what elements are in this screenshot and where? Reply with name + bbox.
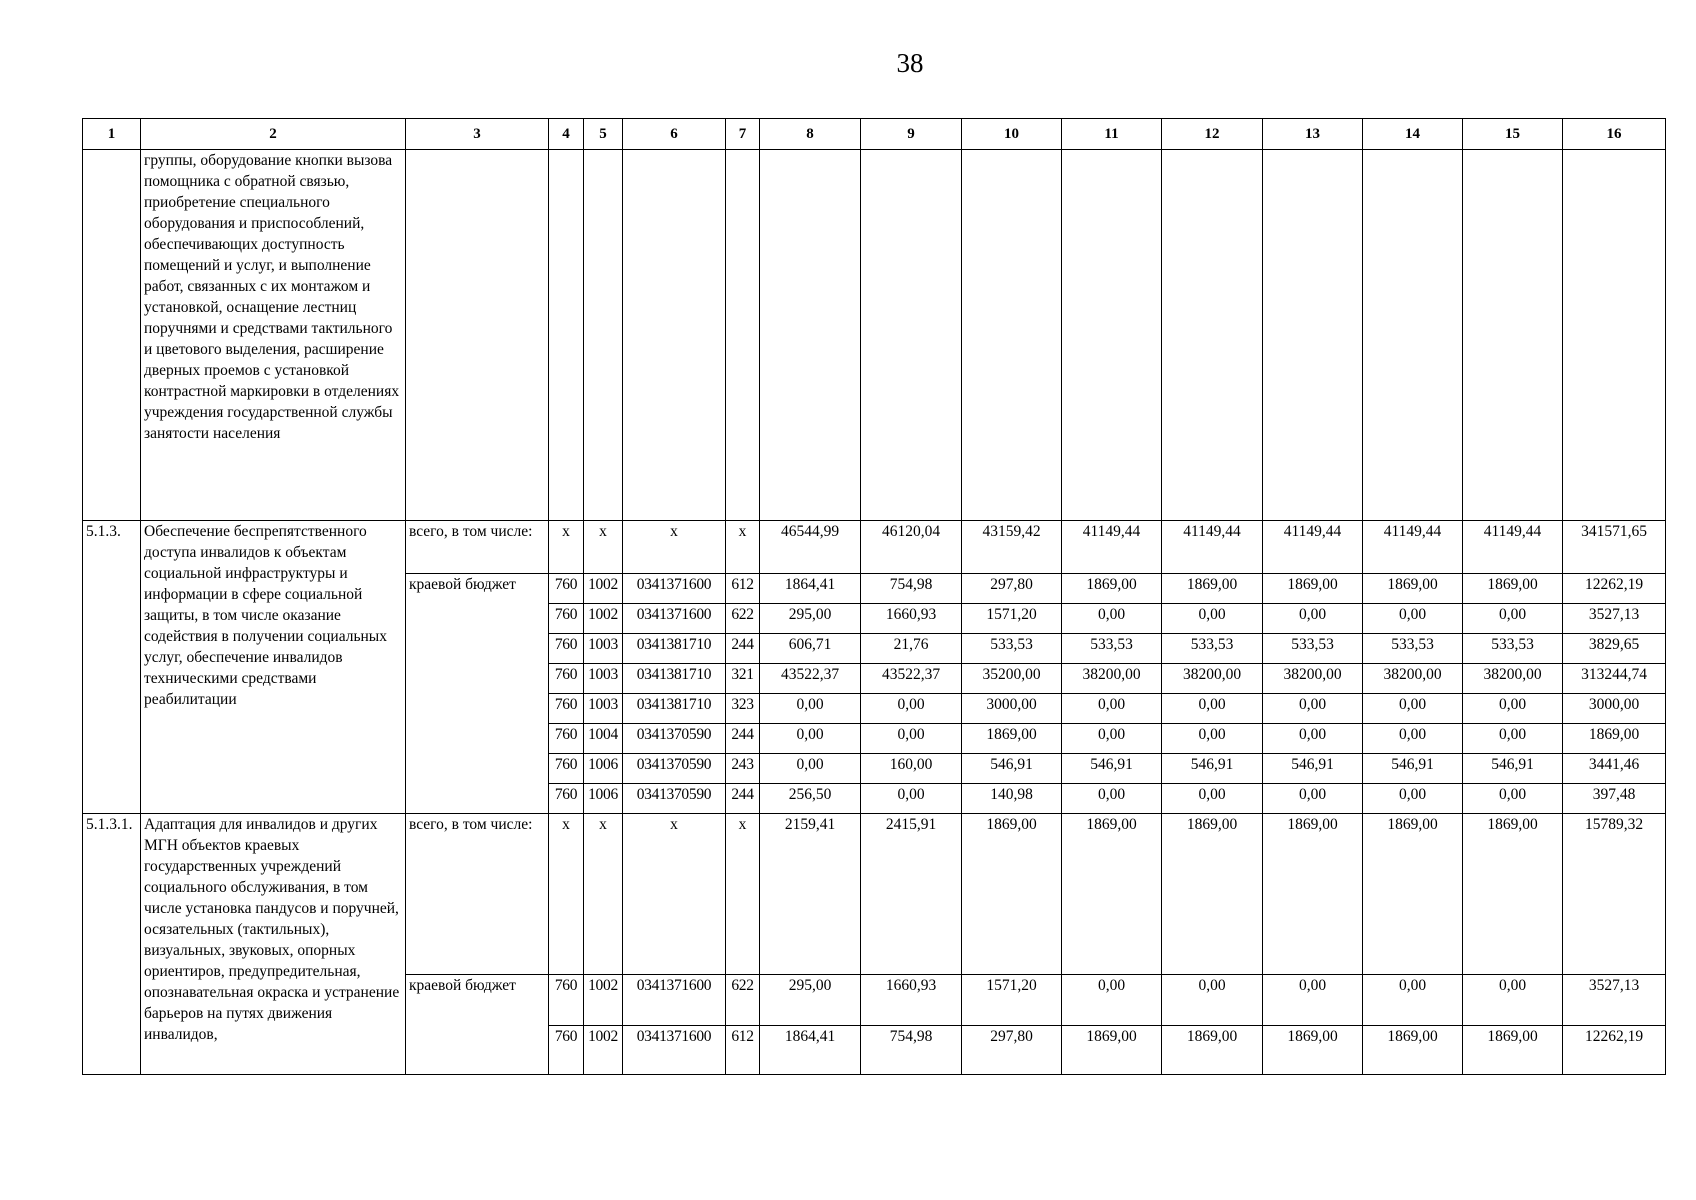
value-cell: 1869,00 (1463, 574, 1563, 604)
value-cell: 21,76 (861, 634, 962, 664)
section-index: 5.1.3.1. (83, 814, 141, 1075)
column-header: 10 (962, 119, 1062, 150)
page-number: 38 (896, 48, 924, 78)
value-cell: 546,91 (1162, 754, 1263, 784)
target-code: 0341370590 (623, 784, 726, 814)
value-cell: 533,53 (962, 634, 1062, 664)
value-cell: 1869,00 (1162, 1026, 1263, 1075)
value-cell: 0,00 (1162, 604, 1263, 634)
value-cell: 1869,00 (1363, 574, 1463, 604)
value-cell: 546,91 (1062, 754, 1162, 784)
value-cell: 1869,00 (1263, 814, 1363, 975)
target-code: 0341381710 (623, 694, 726, 724)
value-cell: 0,00 (1463, 724, 1563, 754)
value-cell: 140,98 (962, 784, 1062, 814)
code-cell: x (549, 814, 584, 975)
value-cell: 1869,00 (1062, 814, 1162, 975)
value-cell: 1869,00 (1263, 574, 1363, 604)
value-cell: 0,00 (760, 754, 861, 784)
value-cell: 1571,20 (962, 975, 1062, 1026)
header-row (83, 119, 1666, 150)
value-cell: 38200,00 (1162, 664, 1263, 694)
row-index (83, 150, 141, 521)
section-index: 5.1.3. (83, 521, 141, 814)
section-code: 1006 (584, 754, 623, 784)
column-header: 16 (1563, 119, 1666, 150)
value-cell: 0,00 (1463, 604, 1563, 634)
value-cell: 0,00 (1062, 975, 1162, 1026)
value-cell: 297,80 (962, 574, 1062, 604)
total-label: всего, в том числе: (406, 814, 549, 975)
value-cell: 1869,00 (1363, 1026, 1463, 1075)
value-cell: 0,00 (1263, 784, 1363, 814)
expense-code: 622 (726, 604, 760, 634)
value-cell: 12262,19 (1563, 574, 1666, 604)
continuation-description: группы, оборудование кнопки вызова помощника с обратной связью, приобретение специального оборудования и приспособлений, обеспечивающих доступность помещений и услуг, и выполнение работ, связанных с их монтажом и установкой, оснащение лестниц поручнями и средствами тактильного и цветового выделения, расширение дверных проемов с установкой контрастной маркировки в отделениях учреждения государственной службы занятости населения (141, 150, 406, 521)
value-cell: 2159,41 (760, 814, 861, 975)
value-cell: 0,00 (1463, 975, 1563, 1026)
value-cell: 0,00 (1363, 724, 1463, 754)
column-header: 7 (726, 119, 760, 150)
target-code: 0341371600 (623, 975, 726, 1026)
value-cell: 1869,00 (1162, 574, 1263, 604)
target-code: 0341381710 (623, 664, 726, 694)
code-cell: x (584, 521, 623, 574)
value-cell: 754,98 (861, 1026, 962, 1075)
value-cell: 1869,00 (1363, 814, 1463, 975)
target-code: 0341371600 (623, 1026, 726, 1075)
section-title: Обеспечение беспрепятственного доступа инвалидов к объектам социальной инфраструктуры и информации в сфере социальной защиты, в том числе оказание содействия в получении социальных услуг, обеспечение инвалидов техническими средствами реабилитации (141, 521, 406, 814)
code-cell: x (623, 521, 726, 574)
value-cell: 0,00 (1263, 694, 1363, 724)
column-header: 13 (1263, 119, 1363, 150)
value-cell: 533,53 (1463, 634, 1563, 664)
value-cell: 0,00 (1162, 724, 1263, 754)
value-cell: 46544,99 (760, 521, 861, 574)
value-cell: 0,00 (1363, 694, 1463, 724)
value-cell: 0,00 (1463, 694, 1563, 724)
section-code: 1004 (584, 724, 623, 754)
value-cell: 1869,00 (1162, 814, 1263, 975)
value-cell: 3000,00 (962, 694, 1062, 724)
value-cell: 38200,00 (1062, 664, 1162, 694)
value-cell: 41149,44 (1062, 521, 1162, 574)
value-cell: 0,00 (1162, 694, 1263, 724)
section-code: 1003 (584, 664, 623, 694)
admin-code: 760 (549, 694, 584, 724)
expense-code: 323 (726, 694, 760, 724)
value-cell: 1864,41 (760, 1026, 861, 1075)
value-cell: 546,91 (962, 754, 1062, 784)
value-cell: 256,50 (760, 784, 861, 814)
admin-code: 760 (549, 975, 584, 1026)
admin-code: 760 (549, 1026, 584, 1075)
expense-code: 244 (726, 634, 760, 664)
value-cell: 0,00 (1062, 724, 1162, 754)
value-cell: 0,00 (760, 724, 861, 754)
admin-code: 760 (549, 604, 584, 634)
value-cell: 41149,44 (1263, 521, 1363, 574)
value-cell: 43159,42 (962, 521, 1062, 574)
table-row (83, 814, 1666, 975)
admin-code: 760 (549, 724, 584, 754)
code-cell: x (726, 521, 760, 574)
value-cell: 2415,91 (861, 814, 962, 975)
value-cell: 0,00 (1062, 604, 1162, 634)
section-code: 1003 (584, 634, 623, 664)
section-code: 1002 (584, 1026, 623, 1075)
expense-code: 321 (726, 664, 760, 694)
admin-code: 760 (549, 664, 584, 694)
value-cell: 35200,00 (962, 664, 1062, 694)
column-header: 9 (861, 119, 962, 150)
value-cell: 41149,44 (1463, 521, 1563, 574)
target-code: 0341370590 (623, 754, 726, 784)
value-cell: 1571,20 (962, 604, 1062, 634)
value-cell: 295,00 (760, 975, 861, 1026)
admin-code: 760 (549, 754, 584, 784)
expense-code: 244 (726, 784, 760, 814)
value-cell: 606,71 (760, 634, 861, 664)
value-cell: 43522,37 (760, 664, 861, 694)
value-cell: 3441,46 (1563, 754, 1666, 784)
value-cell: 533,53 (1062, 634, 1162, 664)
target-code: 0341381710 (623, 634, 726, 664)
target-code: 0341371600 (623, 574, 726, 604)
target-code: 0341371600 (623, 604, 726, 634)
value-cell: 43522,37 (861, 664, 962, 694)
code-cell: x (726, 814, 760, 975)
value-cell: 754,98 (861, 574, 962, 604)
value-cell: 341571,65 (1563, 521, 1666, 574)
value-cell: 1869,00 (1263, 1026, 1363, 1075)
value-cell: 0,00 (1263, 975, 1363, 1026)
value-cell: 1660,93 (861, 975, 962, 1026)
value-cell: 1660,93 (861, 604, 962, 634)
column-header: 11 (1062, 119, 1162, 150)
value-cell: 160,00 (861, 754, 962, 784)
value-cell: 1869,00 (962, 724, 1062, 754)
value-cell: 3527,13 (1563, 975, 1666, 1026)
section-code: 1002 (584, 975, 623, 1026)
value-cell: 3829,65 (1563, 634, 1666, 664)
budget-table (82, 118, 1666, 1075)
value-cell: 0,00 (1263, 604, 1363, 634)
expense-code: 622 (726, 975, 760, 1026)
value-cell: 0,00 (1062, 694, 1162, 724)
value-cell: 0,00 (1363, 604, 1463, 634)
code-cell: x (549, 521, 584, 574)
value-cell: 15789,32 (1563, 814, 1666, 975)
value-cell: 533,53 (1162, 634, 1263, 664)
value-cell: 546,91 (1463, 754, 1563, 784)
value-cell: 533,53 (1263, 634, 1363, 664)
admin-code: 760 (549, 784, 584, 814)
value-cell: 533,53 (1363, 634, 1463, 664)
value-cell: 313244,74 (1563, 664, 1666, 694)
value-cell: 0,00 (861, 784, 962, 814)
value-cell: 38200,00 (1363, 664, 1463, 694)
source-label: краевой бюджет (406, 574, 549, 814)
value-cell: 0,00 (861, 724, 962, 754)
column-header: 6 (623, 119, 726, 150)
value-cell: 295,00 (760, 604, 861, 634)
expense-code: 243 (726, 754, 760, 784)
value-cell: 397,48 (1563, 784, 1666, 814)
value-cell: 1869,00 (1463, 1026, 1563, 1075)
section-title: Адаптация для инвалидов и других МГН объектов краевых государственных учреждений социального обслуживания, в том числе установка пандусов и поручней, осязательных (тактильных), визуальных, звуковых, опорных ориентиров, предупредительная, опознавательная окраска и устранение барьеров на путях движения инвалидов, (141, 814, 406, 1075)
column-header: 1 (83, 119, 141, 150)
value-cell: 41149,44 (1162, 521, 1263, 574)
section-code: 1003 (584, 694, 623, 724)
value-cell: 0,00 (861, 694, 962, 724)
column-header: 12 (1162, 119, 1263, 150)
value-cell: 3000,00 (1563, 694, 1666, 724)
value-cell: 546,91 (1263, 754, 1363, 784)
value-cell: 1869,00 (1463, 814, 1563, 975)
continuation-row (83, 150, 1666, 521)
section-code: 1002 (584, 574, 623, 604)
value-cell: 0,00 (1463, 784, 1563, 814)
column-header: 14 (1363, 119, 1463, 150)
column-header: 5 (584, 119, 623, 150)
value-cell: 0,00 (760, 694, 861, 724)
value-cell: 46120,04 (861, 521, 962, 574)
value-cell: 0,00 (1363, 784, 1463, 814)
total-label: всего, в том числе: (406, 521, 549, 574)
value-cell: 0,00 (1162, 784, 1263, 814)
value-cell: 12262,19 (1563, 1026, 1666, 1075)
column-header: 8 (760, 119, 861, 150)
section-code: 1002 (584, 604, 623, 634)
admin-code: 760 (549, 574, 584, 604)
table-row (83, 521, 1666, 574)
value-cell: 0,00 (1162, 975, 1263, 1026)
value-cell: 1869,00 (1062, 574, 1162, 604)
column-header: 2 (141, 119, 406, 150)
value-cell: 3527,13 (1563, 604, 1666, 634)
value-cell: 1869,00 (1563, 724, 1666, 754)
value-cell: 297,80 (962, 1026, 1062, 1075)
admin-code: 760 (549, 634, 584, 664)
column-header: 3 (406, 119, 549, 150)
value-cell: 41149,44 (1363, 521, 1463, 574)
source-label: краевой бюджет (406, 975, 549, 1075)
code-cell: x (584, 814, 623, 975)
value-cell: 0,00 (1062, 784, 1162, 814)
column-header: 15 (1463, 119, 1563, 150)
value-cell: 0,00 (1363, 975, 1463, 1026)
value-cell: 1869,00 (962, 814, 1062, 975)
expense-code: 612 (726, 574, 760, 604)
value-cell: 546,91 (1363, 754, 1463, 784)
value-cell: 38200,00 (1263, 664, 1363, 694)
section-code: 1006 (584, 784, 623, 814)
code-cell: x (623, 814, 726, 975)
column-header: 4 (549, 119, 584, 150)
value-cell: 38200,00 (1463, 664, 1563, 694)
expense-code: 244 (726, 724, 760, 754)
expense-code: 612 (726, 1026, 760, 1075)
value-cell: 1864,41 (760, 574, 861, 604)
target-code: 0341370590 (623, 724, 726, 754)
value-cell: 0,00 (1263, 724, 1363, 754)
value-cell: 1869,00 (1062, 1026, 1162, 1075)
